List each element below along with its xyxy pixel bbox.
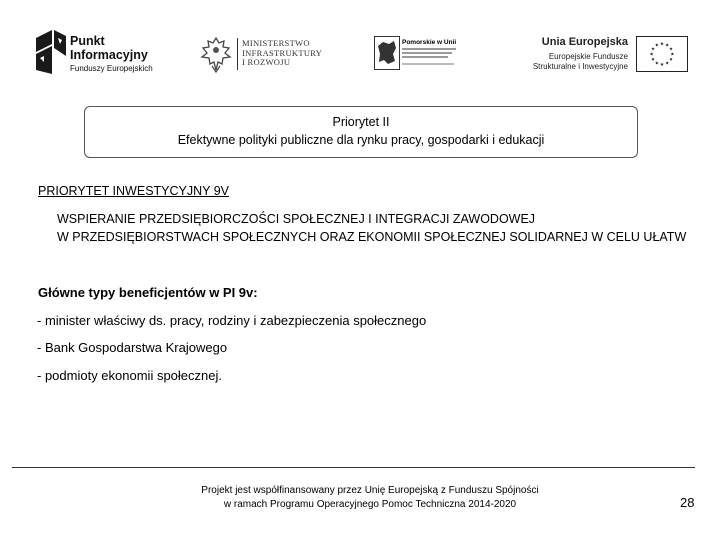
eu-star-icon — [669, 47, 672, 50]
priority-box — [84, 106, 638, 158]
footer-divider — [12, 467, 695, 468]
priority-subtitle: Efektywne polityki publiczne dla rynku pracy, gospodarki i edukacji — [177, 133, 545, 147]
ue-sub1: Europejskie Fundusze — [548, 52, 628, 61]
punkt-line2: Informacyjny — [70, 48, 148, 62]
ministry-line1: MINISTERSTWO — [242, 38, 310, 48]
punkt-line1: Punkt — [70, 34, 105, 48]
ministry-name — [242, 39, 322, 68]
beneficiary-item: - Bank Gospodarstwa Krajowego — [37, 340, 228, 355]
ue-subtitle — [533, 52, 628, 72]
pomorskie-text-line — [402, 56, 448, 58]
pomorskie-logo — [372, 36, 462, 72]
eu-star-icon — [651, 47, 654, 50]
page-number: 28 — [680, 495, 695, 510]
priority-description-line2: W PRZEDSIĘBIORSTWACH SPOŁECZNYCH ORAZ EKONOMII SPOŁECZNEJ SOLIDARNEJ W CELU UŁATW — [57, 230, 687, 244]
eu-star-icon — [669, 57, 672, 60]
eu-star-icon — [665, 43, 668, 46]
ue-title: Unia Europejska — [541, 36, 628, 48]
eu-star-icon — [655, 61, 658, 64]
pomorskie-text-line — [402, 52, 452, 54]
beneficiary-item: - minister właściwy ds. pracy, rodziny i zabezpieczenia społecznego — [37, 313, 427, 328]
eu-star-icon — [665, 61, 668, 64]
eagle-emblem-icon — [200, 36, 232, 74]
footer-cofinancing-line1: Projekt jest współfinansowany przez Unię Europejską z Funduszu Spójności — [201, 485, 539, 496]
punkt-subtitle: Funduszy Europejskich — [70, 64, 153, 73]
eu-star-icon — [671, 52, 674, 55]
unia-europejska-logo — [520, 36, 690, 76]
eu-star-icon — [650, 52, 653, 55]
investment-priority-heading: PRIORYTET INWESTYCYJNY 9V — [38, 184, 230, 198]
eu-star-icon — [660, 42, 663, 45]
pomorskie-url-line — [402, 63, 454, 65]
ministry-logo — [200, 36, 330, 76]
eu-star-icon — [660, 63, 663, 66]
punkt-informacyjny-title — [70, 34, 148, 62]
beneficiary-item: - podmioty ekonomii społecznej. — [37, 368, 222, 383]
ministry-line3: I ROZWOJU — [242, 57, 291, 67]
eu-flag-icon — [636, 36, 688, 72]
eu-star-icon — [655, 43, 658, 46]
pomorskie-text-line — [402, 48, 456, 50]
priority-title: Priorytet II — [332, 115, 390, 129]
priority-description-line1: WSPIERANIE PRZEDSIĘBIORCZOŚCI SPOŁECZNEJ I INTEGRACJI ZAWODOWEJ — [57, 212, 536, 226]
pomorskie-map-icon — [374, 36, 400, 70]
ue-sub2: Strukturalne i Inwestycyjne — [532, 62, 628, 71]
ministry-divider — [237, 38, 238, 70]
punkt-informacyjny-mark-icon — [36, 30, 68, 76]
ministry-line2: INFRASTRUKTURY — [242, 47, 323, 58]
eu-star-icon — [651, 57, 654, 60]
beneficiaries-heading: Główne typy beneficjentów w PI 9v: — [38, 285, 258, 300]
footer-cofinancing-line2: w ramach Programu Operacyjnego Pomoc Techniczna 2014-2020 — [223, 499, 517, 510]
punkt-informacyjny-logo — [36, 30, 166, 78]
pomorskie-title: Pomorskie w Unii — [402, 39, 457, 46]
